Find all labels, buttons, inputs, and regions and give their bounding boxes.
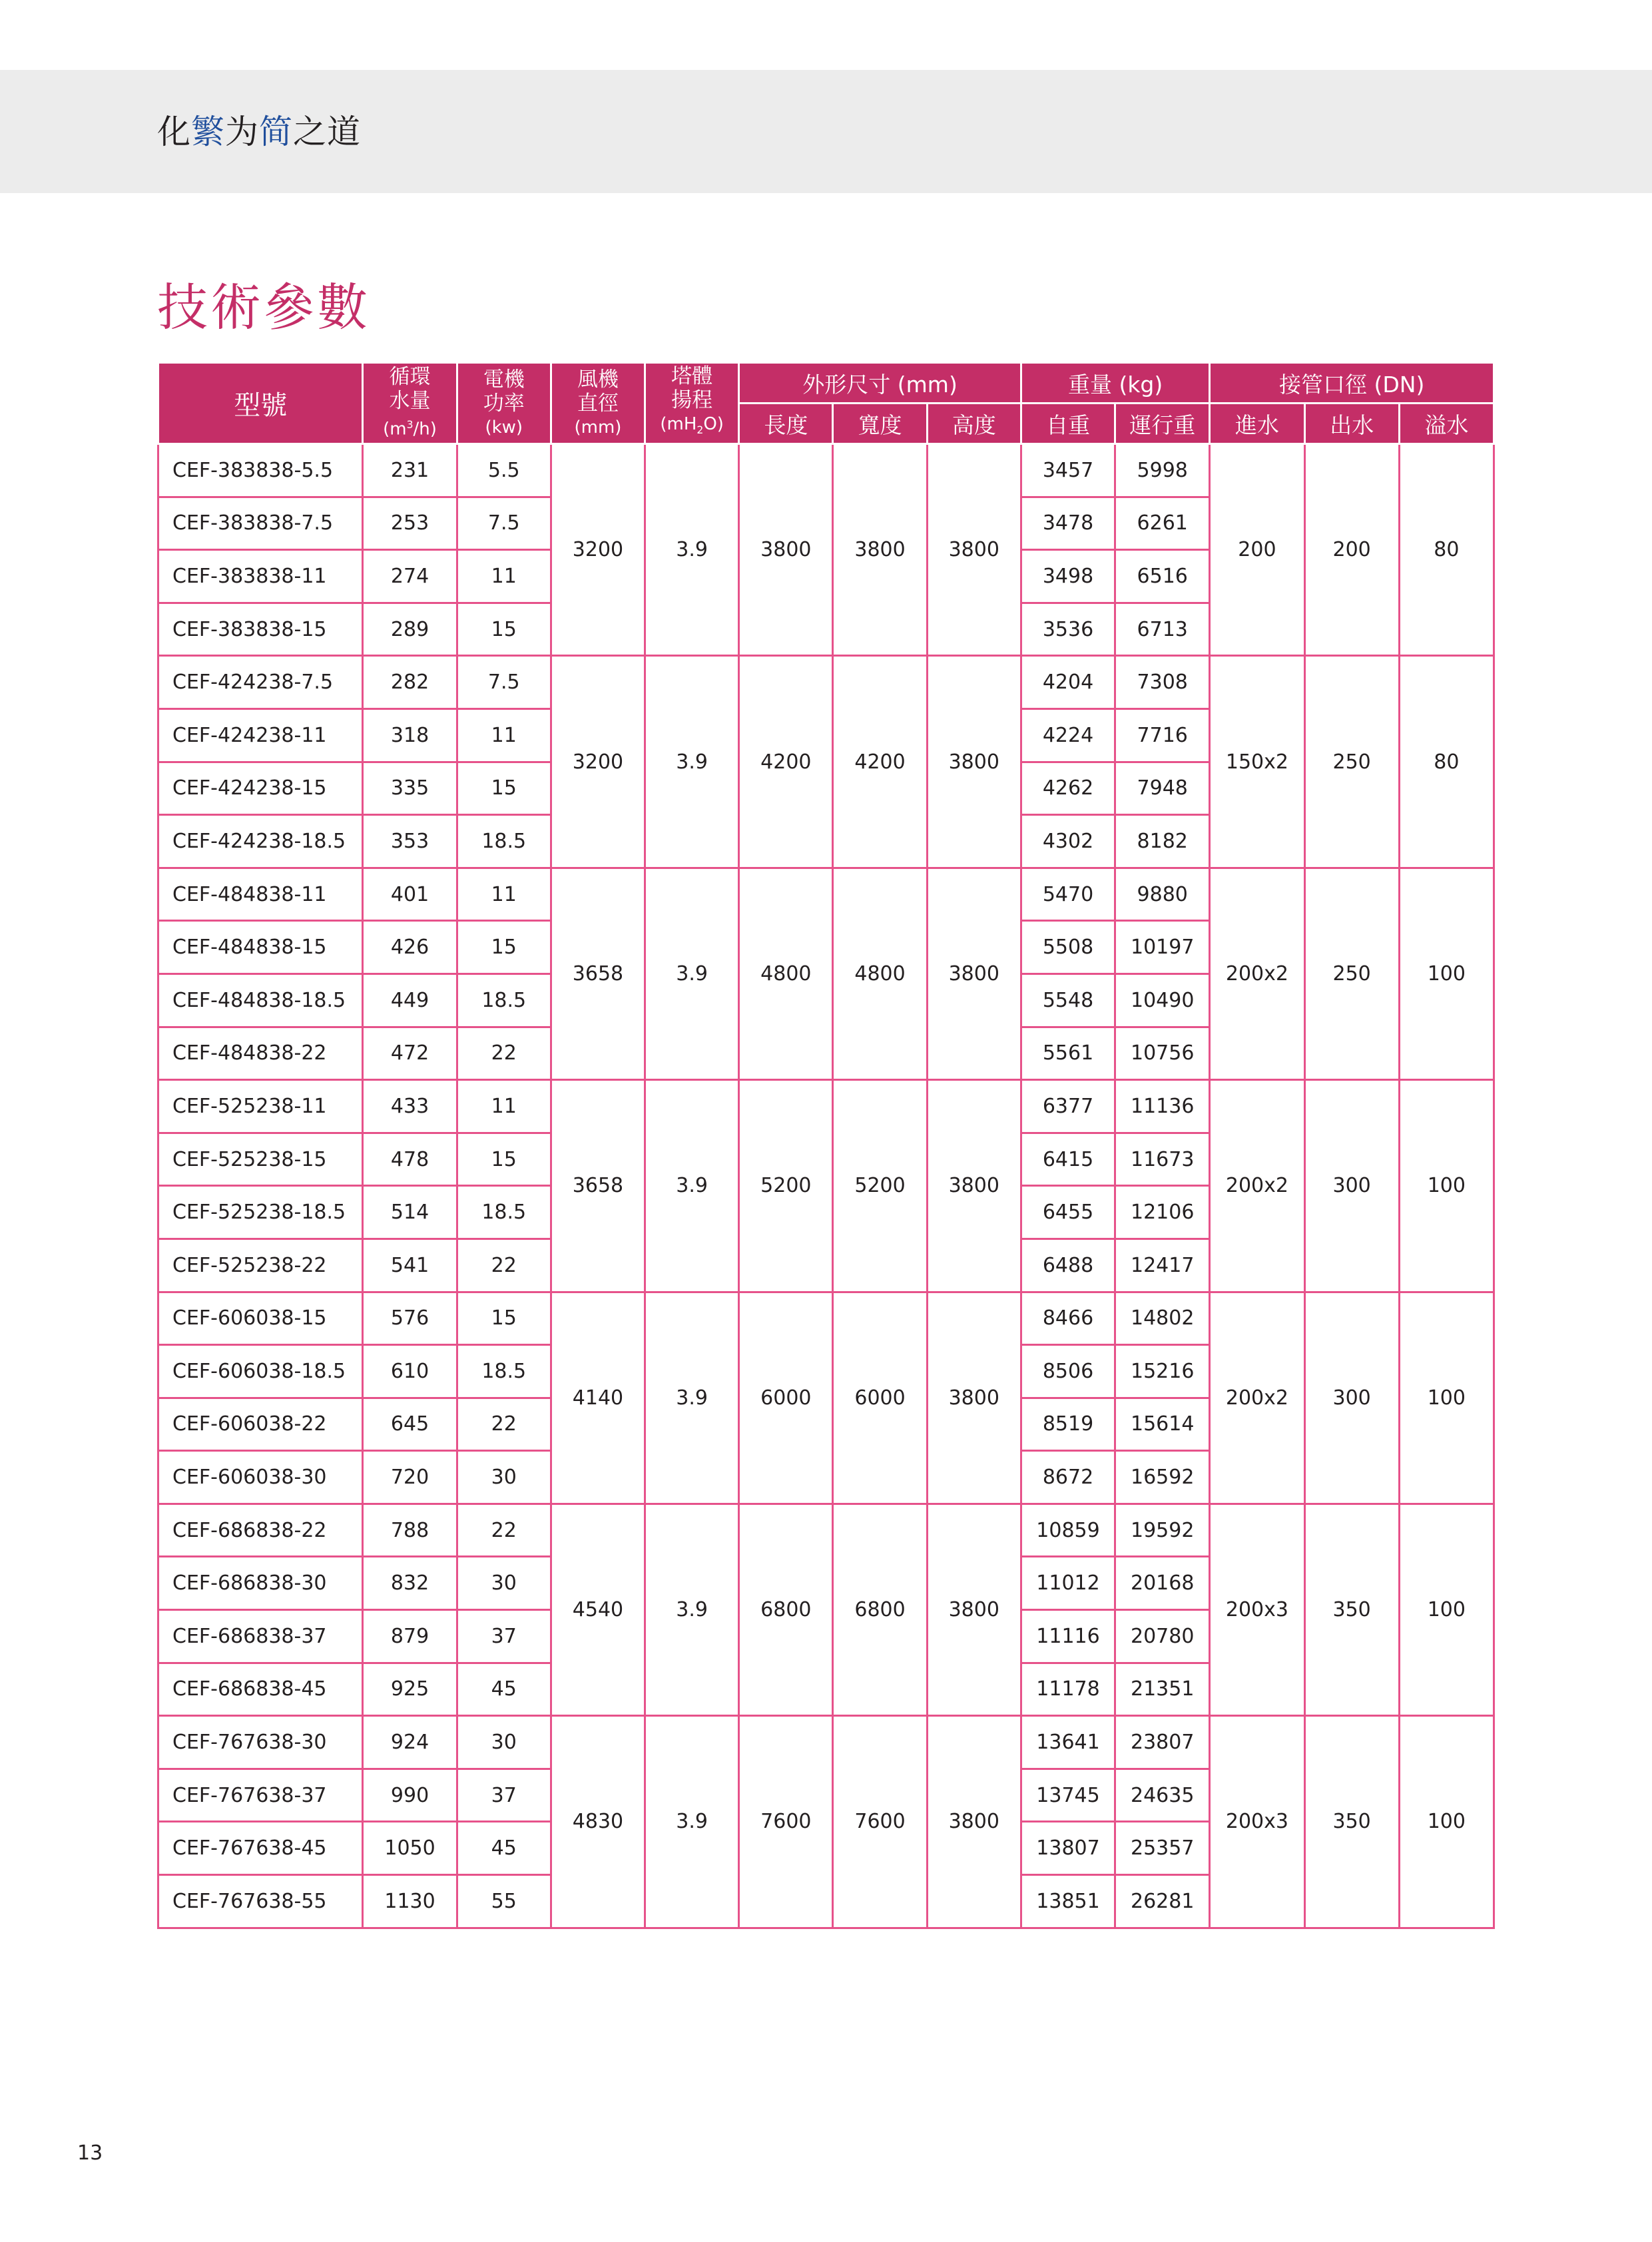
- cell-operating-weight: 26281: [1115, 1875, 1210, 1928]
- cell-overflow: 100: [1399, 1504, 1494, 1715]
- header-flow-unit: [364, 413, 455, 441]
- cell-dry-weight: 6488: [1021, 1239, 1115, 1292]
- cell-flow: 720: [363, 1451, 457, 1504]
- cell-length: 6800: [739, 1504, 833, 1715]
- cell-model: CEF-424238-11: [158, 708, 363, 762]
- cell-model: CEF-525238-15: [158, 1133, 363, 1186]
- spec-table-header: [158, 363, 1494, 444]
- cell-operating-weight: 8182: [1115, 815, 1210, 868]
- header-width: 寬度: [833, 404, 927, 444]
- cell-operating-weight: 24635: [1115, 1769, 1210, 1822]
- cell-model: CEF-686838-30: [158, 1557, 363, 1610]
- cell-model: CEF-525238-22: [158, 1239, 363, 1292]
- cell-power: 11: [457, 1080, 551, 1133]
- cell-dry-weight: 11012: [1021, 1557, 1115, 1610]
- cell-dry-weight: 8519: [1021, 1398, 1115, 1451]
- header-outlet: 出水: [1304, 404, 1399, 444]
- flow-unit-sup: 3: [406, 419, 413, 431]
- cell-width: 3800: [833, 444, 927, 656]
- header-power-line2: 功率: [483, 391, 525, 416]
- head-unit-pre: (mH: [660, 414, 697, 434]
- cell-operating-weight: 21351: [1115, 1663, 1210, 1716]
- cell-operating-weight: 6261: [1115, 497, 1210, 550]
- cell-overflow: 100: [1399, 1716, 1494, 1928]
- cell-fan: 4540: [551, 1504, 645, 1715]
- cell-dry-weight: 4224: [1021, 708, 1115, 762]
- cell-model: CEF-424238-15: [158, 762, 363, 815]
- header-pipe: 接管口徑 (DN): [1210, 363, 1494, 404]
- cell-operating-weight: 14802: [1115, 1292, 1210, 1345]
- cell-flow: 924: [363, 1716, 457, 1769]
- cell-overflow: 100: [1399, 868, 1494, 1079]
- cell-inlet: 200x2: [1210, 868, 1304, 1079]
- cell-model: CEF-424238-18.5: [158, 815, 363, 868]
- cell-height: 3800: [927, 444, 1021, 656]
- header-head: [645, 363, 739, 444]
- cell-inlet: 200x3: [1210, 1504, 1304, 1715]
- cell-flow: 990: [363, 1769, 457, 1822]
- cell-model: CEF-686838-22: [158, 1504, 363, 1557]
- cell-operating-weight: 5998: [1115, 444, 1210, 497]
- cell-dry-weight: 8672: [1021, 1451, 1115, 1504]
- cell-power: 15: [457, 1133, 551, 1186]
- cell-outlet: 350: [1304, 1504, 1399, 1715]
- cell-flow: 576: [363, 1292, 457, 1345]
- cell-flow: 832: [363, 1557, 457, 1610]
- cell-fan: 3658: [551, 868, 645, 1079]
- header-fan-unit: (mm): [574, 417, 622, 437]
- header-head-line2: 揚程: [671, 388, 713, 412]
- cell-model: CEF-525238-18.5: [158, 1186, 363, 1239]
- cell-power: 7.5: [457, 497, 551, 550]
- cell-flow: 433: [363, 1080, 457, 1133]
- slogan-part-2: 繁: [191, 113, 225, 151]
- cell-flow: 541: [363, 1239, 457, 1292]
- cell-model: CEF-767638-45: [158, 1822, 363, 1875]
- header-flow-line1: 循環: [389, 365, 431, 390]
- cell-head: 3.9: [645, 444, 739, 656]
- cell-operating-weight: 12106: [1115, 1186, 1210, 1239]
- cell-operating-weight: 20168: [1115, 1557, 1210, 1610]
- cell-width: 6800: [833, 1504, 927, 1715]
- flow-unit-pre: (m: [383, 419, 407, 439]
- cell-operating-weight: 12417: [1115, 1239, 1210, 1292]
- header-inlet: 進水: [1210, 404, 1304, 444]
- cell-power: 7.5: [457, 656, 551, 709]
- cell-power: 30: [457, 1716, 551, 1769]
- cell-outlet: 250: [1304, 656, 1399, 868]
- cell-power: 45: [457, 1822, 551, 1875]
- slogan-part-5: 之道: [293, 113, 361, 151]
- cell-width: 7600: [833, 1716, 927, 1928]
- cell-model: CEF-767638-55: [158, 1875, 363, 1928]
- header-dims: 外形尺寸 (mm): [739, 363, 1021, 404]
- cell-dry-weight: 8506: [1021, 1345, 1115, 1398]
- cell-power: 18.5: [457, 1345, 551, 1398]
- cell-flow: 231: [363, 444, 457, 497]
- cell-dry-weight: 11116: [1021, 1610, 1115, 1663]
- table-row: [158, 444, 1494, 497]
- cell-height: 3800: [927, 1292, 1021, 1504]
- cell-model: CEF-484838-18.5: [158, 974, 363, 1027]
- cell-flow: 282: [363, 656, 457, 709]
- cell-flow: 925: [363, 1663, 457, 1716]
- cell-length: 3800: [739, 444, 833, 656]
- cell-power: 37: [457, 1610, 551, 1663]
- header-operating-weight: 運行重: [1115, 404, 1210, 444]
- cell-flow: 478: [363, 1133, 457, 1186]
- cell-dry-weight: 6415: [1021, 1133, 1115, 1186]
- cell-width: 6000: [833, 1292, 927, 1504]
- cell-dry-weight: 4302: [1021, 815, 1115, 868]
- cell-operating-weight: 15216: [1115, 1345, 1210, 1398]
- cell-dry-weight: 3478: [1021, 497, 1115, 550]
- cell-flow: 879: [363, 1610, 457, 1663]
- head-unit-sub: 2: [696, 424, 704, 437]
- cell-model: CEF-606038-22: [158, 1398, 363, 1451]
- cell-power: 18.5: [457, 815, 551, 868]
- cell-dry-weight: 5470: [1021, 868, 1115, 921]
- cell-model: CEF-484838-11: [158, 868, 363, 921]
- slogan-part-1: 化: [157, 113, 191, 151]
- cell-dry-weight: 3498: [1021, 550, 1115, 603]
- cell-height: 3800: [927, 1716, 1021, 1928]
- cell-length: 6000: [739, 1292, 833, 1504]
- cell-flow: 788: [363, 1504, 457, 1557]
- cell-model: CEF-767638-30: [158, 1716, 363, 1769]
- cell-head: 3.9: [645, 1504, 739, 1715]
- cell-dry-weight: 13745: [1021, 1769, 1115, 1822]
- cell-head: 3.9: [645, 868, 739, 1079]
- header-head-unit: [646, 412, 738, 442]
- cell-operating-weight: 7948: [1115, 762, 1210, 815]
- cell-model: CEF-383838-7.5: [158, 497, 363, 550]
- cell-flow: 1050: [363, 1822, 457, 1875]
- header-model: 型號: [158, 363, 363, 444]
- cell-operating-weight: 23807: [1115, 1716, 1210, 1769]
- table-row: [158, 656, 1494, 709]
- cell-dry-weight: 10859: [1021, 1504, 1115, 1557]
- cell-inlet: 200x2: [1210, 1080, 1304, 1292]
- table-row: [158, 1080, 1494, 1133]
- cell-power: 5.5: [457, 444, 551, 497]
- cell-dry-weight: 6377: [1021, 1080, 1115, 1133]
- cell-power: 11: [457, 708, 551, 762]
- cell-operating-weight: 15614: [1115, 1398, 1210, 1451]
- cell-overflow: 80: [1399, 656, 1494, 868]
- header-head-line1: 塔體: [671, 364, 713, 388]
- cell-dry-weight: 5508: [1021, 921, 1115, 974]
- cell-model: CEF-383838-11: [158, 550, 363, 603]
- spec-table-body: [158, 444, 1494, 1928]
- cell-operating-weight: 9880: [1115, 868, 1210, 921]
- cell-height: 3800: [927, 656, 1021, 868]
- header-weight: 重量 (kg): [1021, 363, 1209, 404]
- cell-power: 15: [457, 1292, 551, 1345]
- cell-model: CEF-606038-18.5: [158, 1345, 363, 1398]
- cell-operating-weight: 16592: [1115, 1451, 1210, 1504]
- cell-flow: 645: [363, 1398, 457, 1451]
- slogan-part-4: 简: [259, 113, 293, 151]
- table-row: [158, 1292, 1494, 1345]
- cell-overflow: 100: [1399, 1080, 1494, 1292]
- cell-power: 37: [457, 1769, 551, 1822]
- cell-model: CEF-606038-30: [158, 1451, 363, 1504]
- cell-power: 22: [457, 1398, 551, 1451]
- header-power-unit: (kw): [485, 417, 523, 437]
- cell-dry-weight: 8466: [1021, 1292, 1115, 1345]
- cell-flow: 514: [363, 1186, 457, 1239]
- cell-operating-weight: 6516: [1115, 550, 1210, 603]
- cell-overflow: 100: [1399, 1292, 1494, 1504]
- cell-power: 15: [457, 921, 551, 974]
- cell-flow: 401: [363, 868, 457, 921]
- cell-inlet: 200: [1210, 444, 1304, 656]
- flow-unit-post: /h): [413, 419, 437, 439]
- cell-flow: 426: [363, 921, 457, 974]
- cell-width: 4200: [833, 656, 927, 868]
- cell-power: 45: [457, 1663, 551, 1716]
- cell-dry-weight: 13807: [1021, 1822, 1115, 1875]
- cell-fan: 3658: [551, 1080, 645, 1292]
- cell-power: 30: [457, 1557, 551, 1610]
- cell-length: 5200: [739, 1080, 833, 1292]
- slogan: [157, 108, 361, 156]
- cell-model: CEF-606038-15: [158, 1292, 363, 1345]
- cell-flow: 274: [363, 550, 457, 603]
- cell-model: CEF-525238-11: [158, 1080, 363, 1133]
- cell-dry-weight: 13851: [1021, 1875, 1115, 1928]
- header-power-line1: 電機: [483, 367, 525, 392]
- cell-length: 4800: [739, 868, 833, 1079]
- cell-model: CEF-767638-37: [158, 1769, 363, 1822]
- cell-power: 30: [457, 1451, 551, 1504]
- cell-width: 5200: [833, 1080, 927, 1292]
- cell-model: CEF-383838-15: [158, 603, 363, 656]
- cell-flow: 253: [363, 497, 457, 550]
- cell-outlet: 250: [1304, 868, 1399, 1079]
- cell-power: 22: [457, 1504, 551, 1557]
- header-dry-weight: 自重: [1021, 404, 1115, 444]
- cell-operating-weight: 19592: [1115, 1504, 1210, 1557]
- cell-operating-weight: 10756: [1115, 1027, 1210, 1080]
- head-unit-post: O): [703, 414, 724, 434]
- cell-dry-weight: 3536: [1021, 603, 1115, 656]
- cell-head: 3.9: [645, 1716, 739, 1928]
- cell-head: 3.9: [645, 1292, 739, 1504]
- cell-power: 11: [457, 868, 551, 921]
- cell-power: 55: [457, 1875, 551, 1928]
- cell-model: CEF-424238-7.5: [158, 656, 363, 709]
- cell-fan: 3200: [551, 656, 645, 868]
- cell-operating-weight: 10197: [1115, 921, 1210, 974]
- cell-model: CEF-686838-45: [158, 1663, 363, 1716]
- cell-flow: 289: [363, 603, 457, 656]
- cell-operating-weight: 7308: [1115, 656, 1210, 709]
- spec-table: [157, 362, 1495, 1929]
- slogan-part-3: 为: [225, 113, 259, 151]
- table-row: [158, 1716, 1494, 1769]
- cell-dry-weight: 6455: [1021, 1186, 1115, 1239]
- cell-operating-weight: 25357: [1115, 1822, 1210, 1875]
- header-flow: [363, 363, 457, 444]
- cell-dry-weight: 4204: [1021, 656, 1115, 709]
- table-row: [158, 868, 1494, 921]
- cell-dry-weight: 4262: [1021, 762, 1115, 815]
- cell-dry-weight: 11178: [1021, 1663, 1115, 1716]
- cell-length: 7600: [739, 1716, 833, 1928]
- cell-flow: 318: [363, 708, 457, 762]
- cell-model: CEF-484838-22: [158, 1027, 363, 1080]
- cell-dry-weight: 13641: [1021, 1716, 1115, 1769]
- header-length: 長度: [739, 404, 833, 444]
- cell-power: 11: [457, 550, 551, 603]
- cell-power: 22: [457, 1239, 551, 1292]
- cell-power: 15: [457, 603, 551, 656]
- cell-outlet: 350: [1304, 1716, 1399, 1928]
- cell-height: 3800: [927, 868, 1021, 1079]
- cell-flow: 449: [363, 974, 457, 1027]
- cell-width: 4800: [833, 868, 927, 1079]
- section-title: 技術參數: [157, 278, 370, 337]
- cell-fan: 3200: [551, 444, 645, 656]
- cell-flow: 1130: [363, 1875, 457, 1928]
- cell-flow: 353: [363, 815, 457, 868]
- header-flow-line2: 水量: [389, 389, 431, 414]
- cell-dry-weight: 5548: [1021, 974, 1115, 1027]
- cell-power: 15: [457, 762, 551, 815]
- cell-overflow: 80: [1399, 444, 1494, 656]
- cell-flow: 610: [363, 1345, 457, 1398]
- cell-inlet: 200x3: [1210, 1716, 1304, 1928]
- cell-operating-weight: 11673: [1115, 1133, 1210, 1186]
- cell-operating-weight: 10490: [1115, 974, 1210, 1027]
- cell-dry-weight: 3457: [1021, 444, 1115, 497]
- cell-head: 3.9: [645, 1080, 739, 1292]
- cell-power: 18.5: [457, 1186, 551, 1239]
- cell-fan: 4140: [551, 1292, 645, 1504]
- cell-power: 22: [457, 1027, 551, 1080]
- cell-operating-weight: 11136: [1115, 1080, 1210, 1133]
- header-power: [457, 363, 551, 444]
- page-number: 13: [77, 2141, 103, 2165]
- header-fan-line1: 風機: [577, 367, 619, 392]
- cell-inlet: 200x2: [1210, 1292, 1304, 1504]
- cell-height: 3800: [927, 1504, 1021, 1715]
- cell-inlet: 150x2: [1210, 656, 1304, 868]
- header-fan: [551, 363, 645, 444]
- cell-dry-weight: 5561: [1021, 1027, 1115, 1080]
- cell-height: 3800: [927, 1080, 1021, 1292]
- cell-operating-weight: 20780: [1115, 1610, 1210, 1663]
- cell-model: CEF-484838-15: [158, 921, 363, 974]
- cell-flow: 472: [363, 1027, 457, 1080]
- cell-length: 4200: [739, 656, 833, 868]
- table-row: [158, 1504, 1494, 1557]
- cell-power: 18.5: [457, 974, 551, 1027]
- cell-flow: 335: [363, 762, 457, 815]
- header-overflow: 溢水: [1399, 404, 1494, 444]
- cell-model: CEF-686838-37: [158, 1610, 363, 1663]
- cell-outlet: 300: [1304, 1292, 1399, 1504]
- cell-operating-weight: 6713: [1115, 603, 1210, 656]
- cell-outlet: 300: [1304, 1080, 1399, 1292]
- cell-operating-weight: 7716: [1115, 708, 1210, 762]
- header-fan-line2: 直徑: [577, 391, 619, 416]
- cell-head: 3.9: [645, 656, 739, 868]
- cell-outlet: 200: [1304, 444, 1399, 656]
- header-height: 高度: [927, 404, 1021, 444]
- cell-fan: 4830: [551, 1716, 645, 1928]
- cell-model: CEF-383838-5.5: [158, 444, 363, 497]
